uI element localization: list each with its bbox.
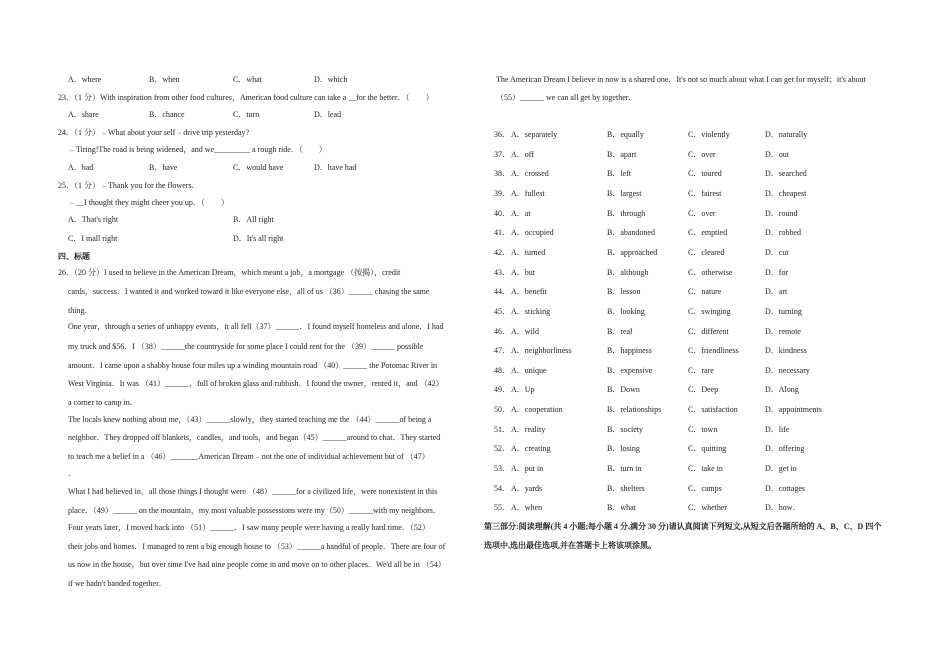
section-4-heading: 四、标题 (58, 252, 90, 261)
question-25-reply: ﹣__I thought they might cheer you up．（ ） (68, 198, 229, 207)
q25-option-c: C．I mall right (68, 234, 118, 243)
question-25: 25．（1 分）﹣Thank you for the flowers． (58, 181, 200, 190)
q24-option-a: A．had (68, 163, 94, 172)
option-d: D．how． (765, 503, 801, 512)
option-c: C．otherwise (688, 268, 733, 277)
option-row-number: 54． (494, 484, 510, 493)
option-row-number: 46． (494, 327, 510, 336)
option-a: A．put in (511, 464, 544, 473)
option-d: D．cheapest (765, 189, 807, 198)
q24-option-d: D．have had (314, 163, 357, 172)
passage-line: place．（49）______ on the mountain，my most valuable possessions were my（50）______with my neighbors． (68, 506, 441, 515)
q25-option-a: A．That's right (68, 215, 119, 224)
option-row-number: 45． (494, 307, 510, 316)
section-3-heading-line-2: 选项中,选出最佳选项,并在答题卡上将该项涂黑。 (484, 541, 656, 550)
passage-line: my truck and $56．I （38）______the countryside for some place I could rent for the （39）______ possible (68, 342, 424, 351)
option-b: B．apart (607, 150, 637, 159)
option-a: A．occupied (511, 228, 554, 237)
option-a: A．separately (511, 130, 558, 139)
option-b: B．relationships (607, 405, 662, 414)
option-a: A．off (511, 150, 534, 159)
option-a: A．neighborliness (511, 346, 572, 355)
option-b: B．shelters (607, 484, 645, 493)
option-a: A．but (511, 268, 535, 277)
option-b: B．although (607, 268, 649, 277)
passage-line: ． (68, 469, 76, 478)
option-a: A．benefit (511, 287, 547, 296)
q22-option-d: D．which (314, 75, 348, 84)
option-row-number: 40． (494, 209, 510, 218)
option-b: B．what (607, 503, 636, 512)
option-a: A．at (511, 209, 531, 218)
option-b: B．losing (607, 444, 640, 453)
passage-line: cards，success．I wanted it and worked toward it like everyone else，all of us （36）______ chasing the same (68, 287, 430, 296)
option-c: C．take in (688, 464, 723, 473)
option-d: D．offering (765, 444, 805, 453)
passage-line: if we hadn't banded together． (68, 579, 167, 588)
option-a: A．when (511, 503, 543, 512)
option-c: C．whether (688, 503, 728, 512)
passage-line: Four years later，I moved back into （51）______．I saw many people were having a really hard time．（52） (68, 523, 430, 532)
q23-option-b: B．chance (149, 110, 185, 119)
passage-line: （55）______ we can all get by together． (496, 93, 637, 102)
option-b: B．happiness (607, 346, 652, 355)
option-row-number: 41． (494, 228, 510, 237)
option-row-number: 44． (494, 287, 510, 296)
option-c: C．friendliness (688, 346, 739, 355)
passage-line: West Virginia．It was （41）______，full of broken glass and rubbish．I found the owner，rented it，and （42） (68, 379, 444, 388)
passage-line: What I had believed in，all those things I thought were （48）______for a civilized life，were nonexistent in this (68, 487, 438, 496)
option-c: C．emptied (688, 228, 728, 237)
option-c: C．Deep (688, 385, 719, 394)
option-d: D．out (765, 150, 789, 159)
option-c: C．violently (688, 130, 730, 139)
option-b: B．turn in (607, 464, 642, 473)
q22-option-b: B．when (149, 75, 180, 84)
option-c: C．town (688, 425, 718, 434)
option-c: C．toured (688, 169, 722, 178)
option-row-number: 38． (494, 169, 510, 178)
option-d: D．get in (765, 464, 797, 473)
option-a: A．reality (511, 425, 546, 434)
option-b: B．equally (607, 130, 644, 139)
option-b: B．left (607, 169, 631, 178)
option-d: D．for (765, 268, 789, 277)
passage-line: a corner to camp in． (68, 398, 138, 407)
option-d: D．appointments (765, 405, 822, 414)
option-a: A．sticking (511, 307, 551, 316)
option-row-number: 48． (494, 366, 510, 375)
option-d: D．cottages (765, 484, 805, 493)
option-b: B．through (607, 209, 646, 218)
option-a: A．turned (511, 248, 546, 257)
q22-option-a: A．where (68, 75, 102, 84)
q25-option-b: B．All right (233, 215, 274, 224)
option-b: B．largest (607, 189, 642, 198)
option-c: C．over (688, 150, 716, 159)
option-row-number: 37． (494, 150, 510, 159)
passage-line: The American Dream I believe in now is a shared one．It's not so much about what I can get for myself；it's about (496, 75, 866, 84)
option-row-number: 53． (494, 464, 510, 473)
option-d: D．robbed (765, 228, 801, 237)
option-b: B．expensive (607, 366, 653, 375)
option-a: A．Up (511, 385, 535, 394)
option-row-number: 50． (494, 405, 510, 414)
option-c: C．swinging (688, 307, 731, 316)
q23-option-a: A．share (68, 110, 99, 119)
passage-line: thing． (68, 306, 93, 315)
option-d: D．round (765, 209, 798, 218)
option-c: C．camps (688, 484, 722, 493)
option-b: B．lesson (607, 287, 641, 296)
option-c: C．nature (688, 287, 722, 296)
question-24: 24．（1 分）﹣What about your self﹣drive trip yesterday? (58, 128, 250, 137)
option-d: D．searched (765, 169, 807, 178)
option-d: D．turning (765, 307, 802, 316)
option-row-number: 51． (494, 425, 510, 434)
option-c: C．rare (688, 366, 714, 375)
q24-option-b: B．have (149, 163, 178, 172)
passage-line: us now in the house，but over time I've had nine people come in and move on to other places．We'd all be in （54） (68, 560, 446, 569)
option-row-number: 36． (494, 130, 510, 139)
option-d: D．art (765, 287, 788, 296)
option-row-number: 49． (494, 385, 510, 394)
option-row-number: 43． (494, 268, 510, 277)
option-row-number: 47． (494, 346, 510, 355)
option-a: A．yards (511, 484, 543, 493)
option-a: A．wild (511, 327, 539, 336)
passage-line: 26．（20 分）I used to believe in the American Dream，which meant a job，a mortgage （按揭），credit (58, 268, 401, 277)
option-a: A．crossed (511, 169, 549, 178)
option-a: A．unique (511, 366, 547, 375)
q25-option-d: D．It's all right (233, 234, 284, 243)
passage-line: amount．I came upon a shabby house four miles up a winding mountain road （40）______ the Potomac River in (68, 361, 438, 370)
option-d: D．Along (765, 385, 799, 394)
option-d: D．remote (765, 327, 801, 336)
passage-line: The locals knew nothing about me，（43）______slowly，they started teaching me the （44）______of being a (68, 415, 432, 424)
option-row-number: 39． (494, 189, 510, 198)
option-row-number: 52． (494, 444, 510, 453)
passage-line: neighbor．They dropped off blankets，candles，and tools，and began（45）______around to chat．They started (68, 433, 441, 442)
option-c: C．different (688, 327, 729, 336)
option-b: B．looking (607, 307, 645, 316)
option-b: B．abandoned (607, 228, 655, 237)
section-3-heading-line-1: 第三部分:阅读理解(共 4 小题;每小题 4 分,满分 30 分)请认真阅读下列短文,从短文后各题所给的 A、B、C、D 四个 (484, 522, 882, 531)
passage-line: One year，through a series of unhappy events，it all fell（37）______．I found myself homeless and alone．I had (68, 322, 444, 331)
option-d: D．naturally (765, 130, 808, 139)
option-c: C．quitting (688, 444, 727, 453)
question-23: 23．（1 分）With inspiration from other food cultures，American food culture can take a __for the better．（ ） (58, 93, 434, 102)
option-d: D．kindness (765, 346, 807, 355)
option-b: B．real (607, 327, 633, 336)
option-b: B．approached (607, 248, 658, 257)
option-d: D．necessary (765, 366, 810, 375)
option-row-number: 42． (494, 248, 510, 257)
passage-line: to teach me a belief in a （46）_______American Dream﹣not the one of individual achievement but of （47） (68, 452, 430, 461)
option-b: B．Down (607, 385, 640, 394)
q23-option-d: D．lead (314, 110, 342, 119)
option-c: C．satisfaction (688, 405, 738, 414)
option-c: C．cleared (688, 248, 725, 257)
option-b: B．society (607, 425, 643, 434)
option-a: A．creating (511, 444, 551, 453)
q22-option-c: C．what (233, 75, 262, 84)
question-24-reply: ﹣Tiring!The road is being widened，and we_________ a rough ride．（ ） (68, 145, 327, 154)
option-c: C．over (688, 209, 716, 218)
option-d: D．life (765, 425, 790, 434)
option-row-number: 55． (494, 503, 510, 512)
q23-option-c: C．turn (233, 110, 260, 119)
option-a: A．cooperation (511, 405, 563, 414)
option-a: A．fullest (511, 189, 545, 198)
passage-line: their jobs and homes．I managed to rent a big enough house to （53）______a handful of people．There are four of (68, 542, 446, 551)
option-d: D．cut (765, 248, 789, 257)
q24-option-c: C．would have (233, 163, 284, 172)
option-c: C．fairest (688, 189, 722, 198)
